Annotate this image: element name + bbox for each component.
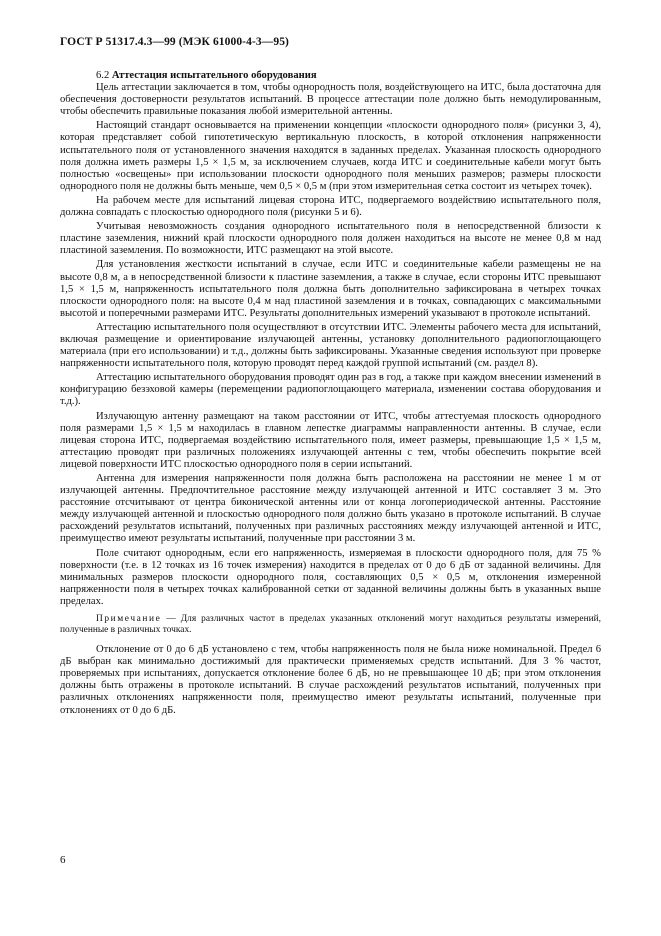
paragraph: Учитывая невозможность создания однородного испытательного поля в непосредственной близости к пластине заземления, нижний край плоскости однородного поля должен находиться на высоте не менее 0,8 м над пластиной заземления. По возможности, ИТС размещают на этой высоте. — [60, 221, 601, 257]
document-body — [60, 70, 601, 717]
standard-header: ГОСТ Р 51317.4.3—99 (МЭК 61000-4-3—95) — [60, 36, 289, 48]
page-number: 6 — [60, 854, 66, 866]
note-label: Примечание — [96, 614, 162, 625]
section-number: 6.2 — [96, 70, 110, 81]
paragraph: Цель аттестации заключается в том, чтобы однородность поля, воздействующего на ИТС, была достаточна для обеспечения достоверности результатов испытаний. В процессе аттестации поле должно быть немодулированным, чтобы обеспечить правильные показания любой измерительной антенны. — [60, 82, 601, 118]
paragraph: Антенна для измерения напряженности поля должна быть расположена на расстоянии не менее 1 м от излучающей антенны. Предпочтительное расстояние между излучающей антенной и ИТС составляет 3 м. Это расстояние отсчитывают от центра биконической антенны или от конца логопериодической антенны. Расстояние между излучающей антенной и плоскостью однородного поля должно быть указано в протоколе испытаний. В случае расхождений результатов испытаний, полученных при различных расстояниях между излучающей антенной и ИТС, преимущество имеют результаты испытаний, полученные при расстоянии 3 м. — [60, 473, 601, 545]
paragraph: Аттестацию испытательного оборудования проводят один раз в год, а также при каждом внесении изменений в конфигурацию безэховой камеры (перемещении радиопоглощающего материала, изменении состава оборудования и т.д.). — [60, 372, 601, 408]
note — [60, 614, 601, 636]
paragraph: На рабочем месте для испытаний лицевая сторона ИТС, подвергаемого воздействию испытательного поля, должна совпадать с плоскостью однородного поля (рисунки 5 и 6). — [60, 194, 601, 219]
paragraph: Настоящий стандарт основывается на применении концепции «плоскости однородного поля» (рисунки 3, 4), которая представляет собой гипотетическую вертикальную плоскость, в которой отклонения напряженности испытательного поля от установленного значения находятся в заданных пределах. Указанная плоскость однородного поля должна иметь размеры 1,5 × 1,5 м, за исключением случаев, когда ИТС и соединительные кабели могут быть полностью «освещены» при использовании плоскости однородного поля меньших размеров; размеры плоскости однородного поля не должны быть меньше, чем 0,5 × 0,5 м (при этом измерительная сетка состоит из четырех точек). — [60, 120, 601, 192]
paragraph: Аттестацию испытательного поля осуществляют в отсутствии ИТС. Элементы рабочего места для испытаний, включая размещение и ориентирование излучающей антенны, установку дополнительного радиопоглощающего материала (при его использовании) и т.д., должны быть зафиксированы. Указанные сведения используют при проверке напряженности испытательного поля, которую проводят перед каждой группой испытаний (см. раздел 8). — [60, 321, 601, 370]
paragraph: Излучающую антенну размещают на таком расстоянии от ИТС, чтобы аттестуемая плоскость однородного поля размерами 1,5 × 1,5 м находилась в главном лепестке диаграммы направленности антенны. В случае, если лицевая сторона ИТС, подвергаемая воздействию испытательного поля, имеет размеры, превышающие 1,5 × 1,5 м, аттестацию проводят при различных положениях излучающей антенны с тем, чтобы обеспечить покрытие всей лицевой поверхности ИТС плоскостью однородного поля в серии испытаний. — [60, 410, 601, 470]
paragraph: Поле считают однородным, если его напряженность, измеряемая в плоскости однородного поля, для 75 % поверхности (т.е. в 12 точках из 16 точек измерения) находится в пределах от 0 до 6 дБ от заданной величины. Для минимальных размеров плоскости однородного поля, составляющих 0,5 × 0,5 м, отклонения измеренной напряженности поля в четырех точках калиброванной сетки от заданной величины должны быть в указанных выше пределах. — [60, 547, 601, 607]
section-title: Аттестация испытательного оборудования — [111, 70, 317, 81]
section-heading — [60, 70, 601, 82]
final-paragraph: Отклонение от 0 до 6 дБ установлено с тем, чтобы напряженность поля не была ниже номинальной. Предел 6 дБ выбран как минимально достижимый для практически применяемых средств испытаний. Для 3 % частот, проверяемых при испытаниях, допускается отклонение более 6 дБ, но не превышающее 10 дБ; при этом отклонения должны быть отражены в протоколе испытаний. В случае расхождений результатов испытаний, полученных при различных отклонениях напряженности поля, преимущество имеют результаты испытаний, полученные при отклонениях от 0 до 6 дБ. — [60, 644, 601, 716]
paragraph: Для установления жесткости испытаний в случае, если ИТС и соединительные кабели размещены не на высоте 0,8 м, а в непосредственной близости к пластине заземления, а также в случае, если стороны ИТС превышают 1,5 × 1,5 м, напряженность испытательного поля должна быть дополнительно зафиксирована в четырех точках плоскости однородного поля: на высоте 0,4 м над пластиной заземления и в точках, совпадающих с максимальными высотой и поперечными размерами ИТС. Результаты дополнительных измерений указывают в протоколе испытаний. — [60, 259, 601, 319]
note-text: — Для различных частот в пределах указанных отклонений могут находиться результаты измерений, полученные в различных точках. — [60, 614, 601, 636]
